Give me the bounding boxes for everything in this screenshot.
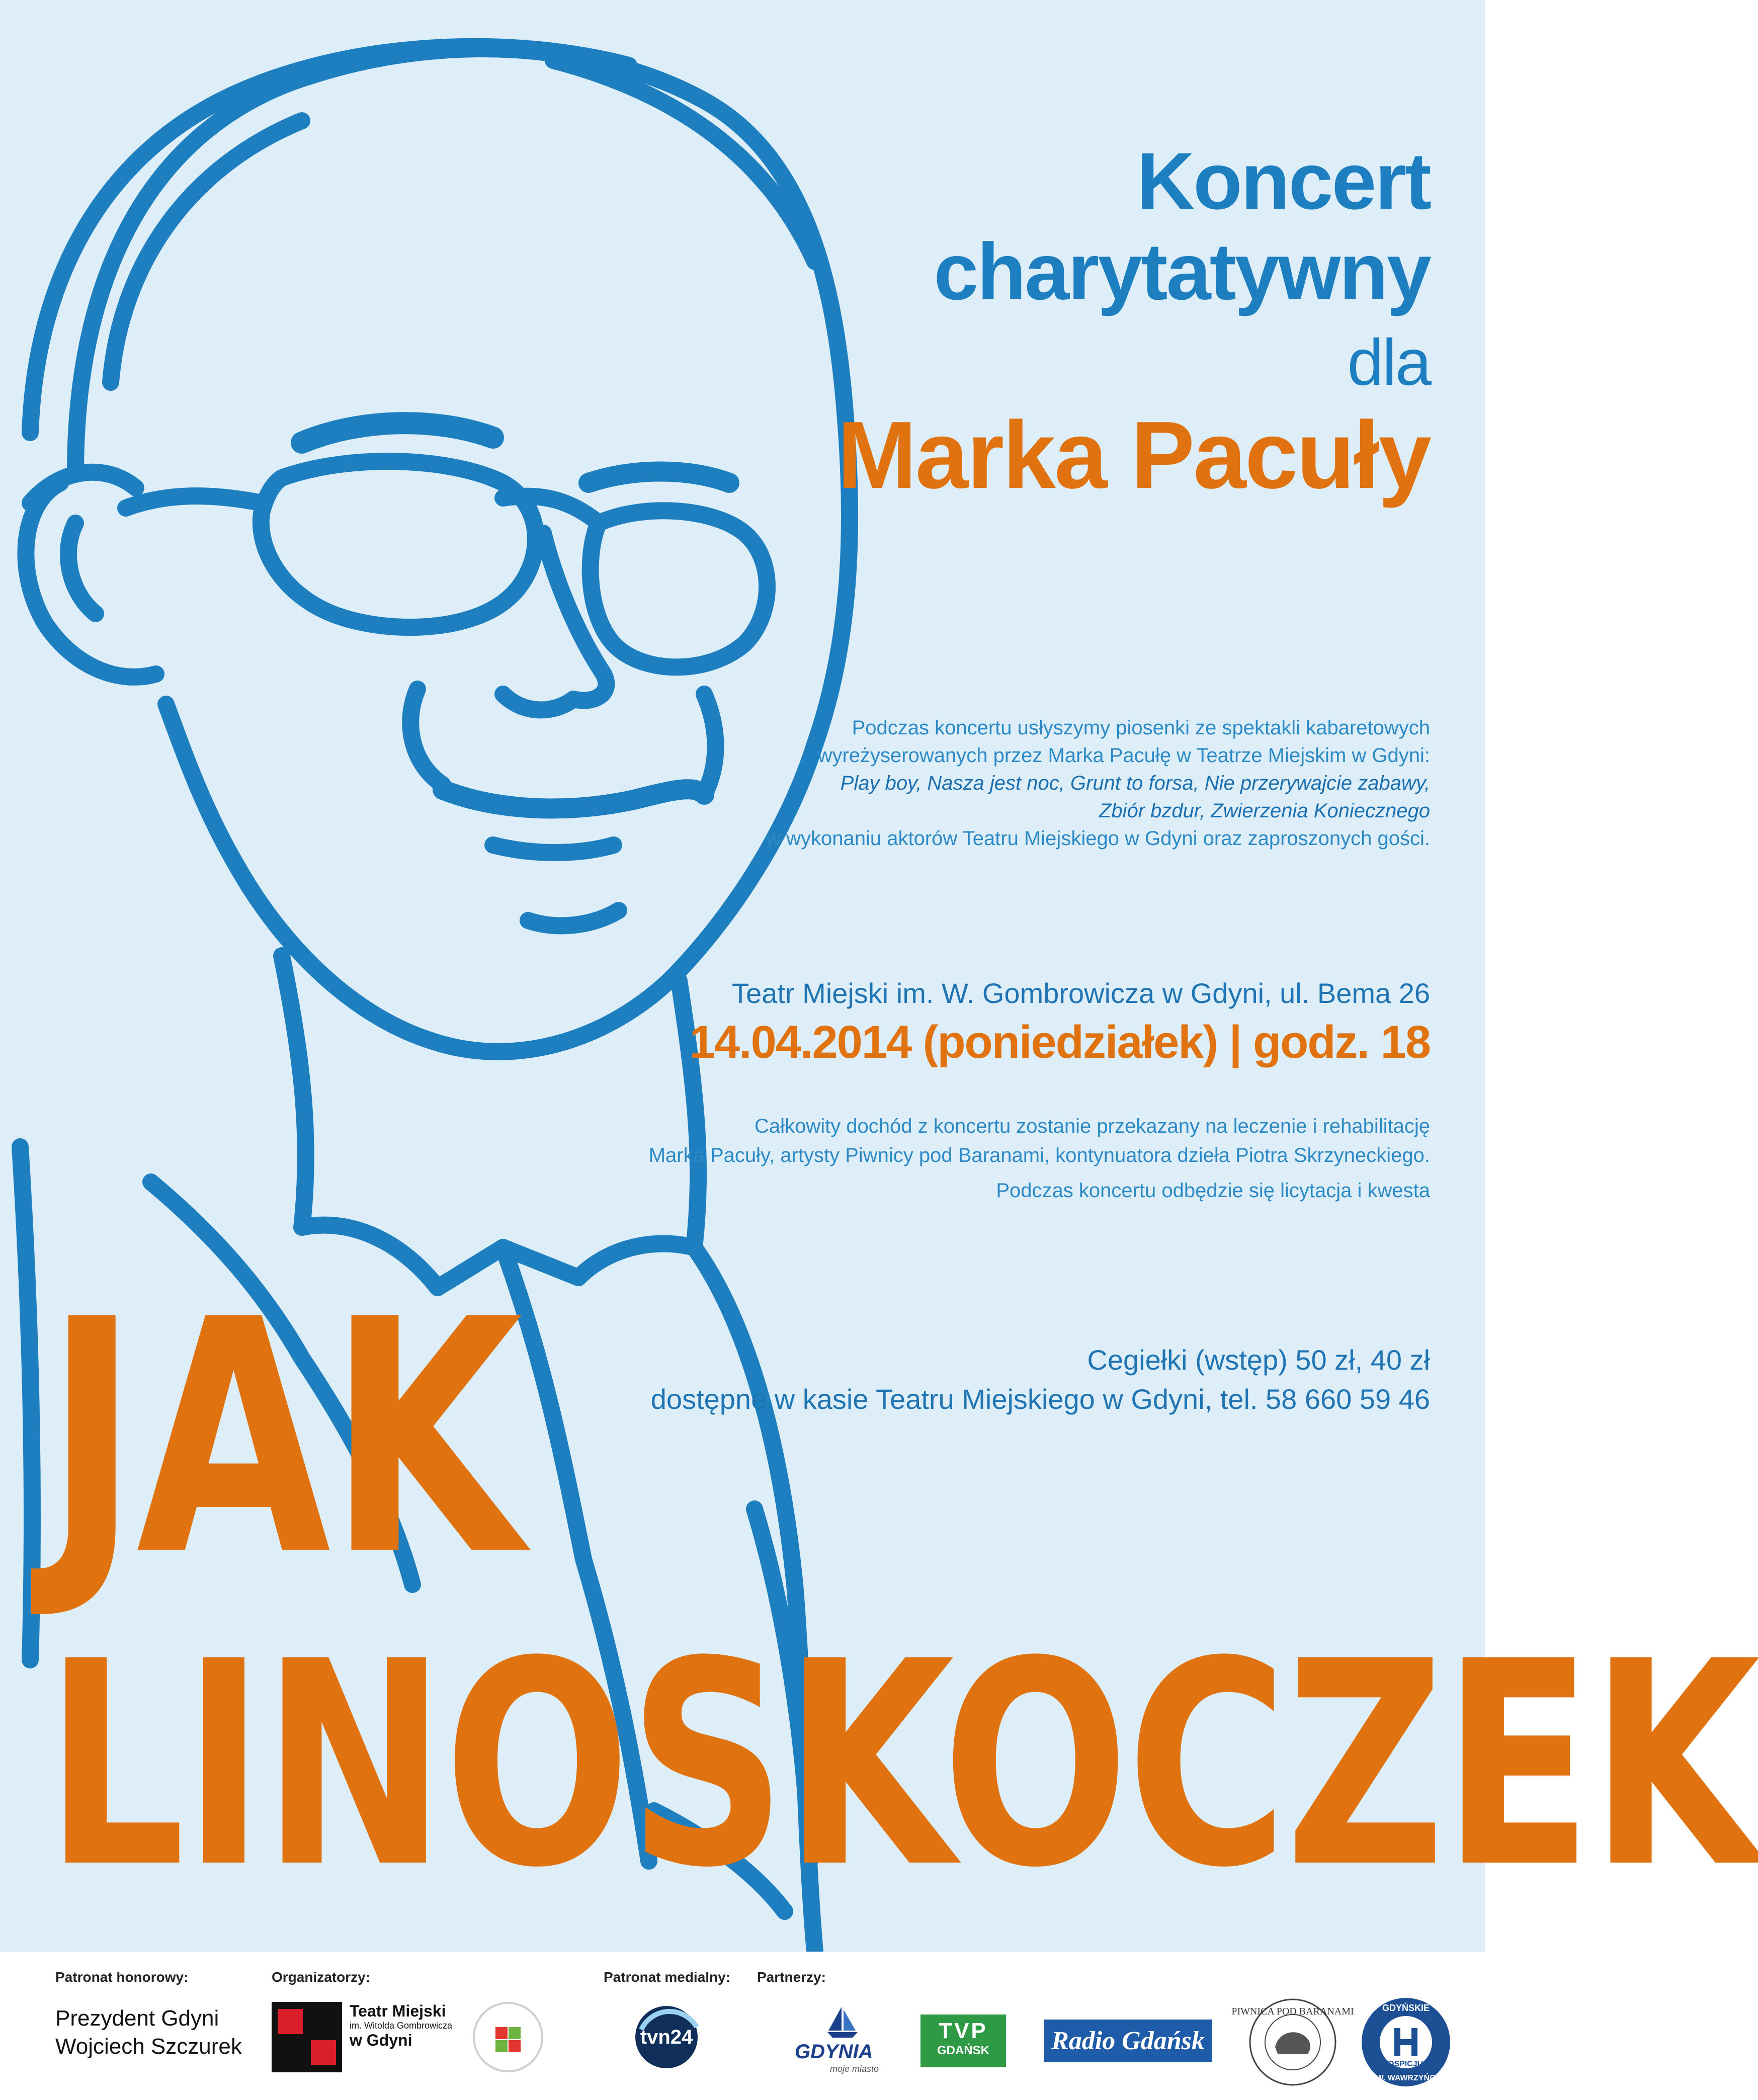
tickets-info [651,1340,1430,1419]
income-note [649,1112,1430,1170]
organizers-label: Organizatorzy: [272,1969,371,1985]
heading-dla: dla [1347,325,1430,399]
description [726,714,1430,853]
auction-note: Podczas koncertu odbędzie się licytacja i kwesta [996,1180,1430,1202]
honorary-patron-person: Wojciech Szczurek [55,2034,242,2059]
tickets-box-office: dostępne w kasie Teatru Miejskiego w Gdyni, tel. 58 660 59 46 [650,1383,1430,1415]
hospicjum-top-text: GDYŃSKIE [1382,2003,1430,2013]
foundation-logo [470,1999,546,2075]
event-date: 14.04.2014 (poniedziałek) | godz. 18 [689,1017,1430,1068]
big-title-line-2: LINOSKOCZEK [45,1602,1758,1929]
tvn24-logo [626,1999,707,2075]
description-titles-2: Zbiór bzdur, Zwierzenia Koniecznego [1099,800,1430,822]
teatr-miejski-logo-text [350,2002,452,2049]
honorary-patron-name [55,2004,242,2061]
income-line-1: Całkowity dochód z koncertu zostanie przekazany na leczenie i rehabilitację [755,1115,1430,1137]
media-patron-label: Patronat medialny: [604,1969,731,1985]
income-line-2: Marka Pacuły, artysty Piwnicy pod Baranami, kontynuatora dzieła Piotra Skrzyneckiego. [648,1144,1430,1166]
teatr-logo-city: w Gdyni [350,2031,412,2049]
honorary-patron-label: Patronat honorowy: [55,1969,189,1985]
piwnica-logo-text: PIWNICA POD BARANAMI [1231,2006,1354,2017]
radio-gdansk-logo: Radio Gdańsk [1044,2020,1212,2062]
heading-koncert: Koncert [1136,136,1430,226]
tvp-gdansk-logo [920,2014,1006,2067]
honorary-patron-title: Prezydent Gdyni [55,2006,219,2031]
gdynia-logo [795,2004,890,2080]
partners-label: Partnerzy: [757,1969,826,1985]
gdynia-logo-tagline: moje miasto [830,2064,879,2074]
description-line-3: w wykonaniu aktorów Teatru Miejskiego w Gdyni oraz zaproszonych gości. [766,827,1430,850]
description-line-1: Podczas koncertu usłyszymy piosenki ze spektakli kabaretowych [852,717,1430,739]
hospicjum-bottom-text: ŚW. WAWRZYŃCA [1370,2074,1442,2082]
piwnica-pod-baranami-logo [1231,1994,1354,2090]
tvn24-logo-text: tvn24 [640,2026,693,2048]
ship-icon [822,2004,863,2040]
tickets-price: Cegiełki (wstęp) 50 zł, 40 zł [1087,1344,1430,1376]
teatr-logo-patron: im. Witolda Gombrowicza [350,2021,453,2031]
heading-name: Marka Pacuły [837,402,1430,509]
teatr-logo-name: Teatr Miejski [350,2002,446,2020]
gdynia-logo-text: GDYNIA [795,2041,873,2063]
description-titles-1: Play boy, Nasza jest noc, Grunt to forsa, Nie przerywajcie zabawy, [840,772,1430,794]
description-line-2: wyreżyserowanych przez Marka Pacułę w Teatrze Miejskim w Gdyni: [817,744,1430,767]
venue-address: Teatr Miejski im. W. Gombrowicza w Gdyni, ul. Bema 26 [732,977,1430,1009]
teatr-miejski-logo-mark [272,2002,342,2072]
tvp-logo-sub: GDAŃSK [937,2044,989,2057]
tvp-logo-text: TVP [939,2019,988,2043]
hospicjum-mid-text: HOSPICJUM [1382,2060,1430,2068]
big-title-line-1: JAK [45,1251,521,1626]
sponsors-footer [0,1952,1485,2100]
hospicjum-logo [1358,1992,1454,2092]
heading-charytatywny: charytatywny [934,226,1430,316]
